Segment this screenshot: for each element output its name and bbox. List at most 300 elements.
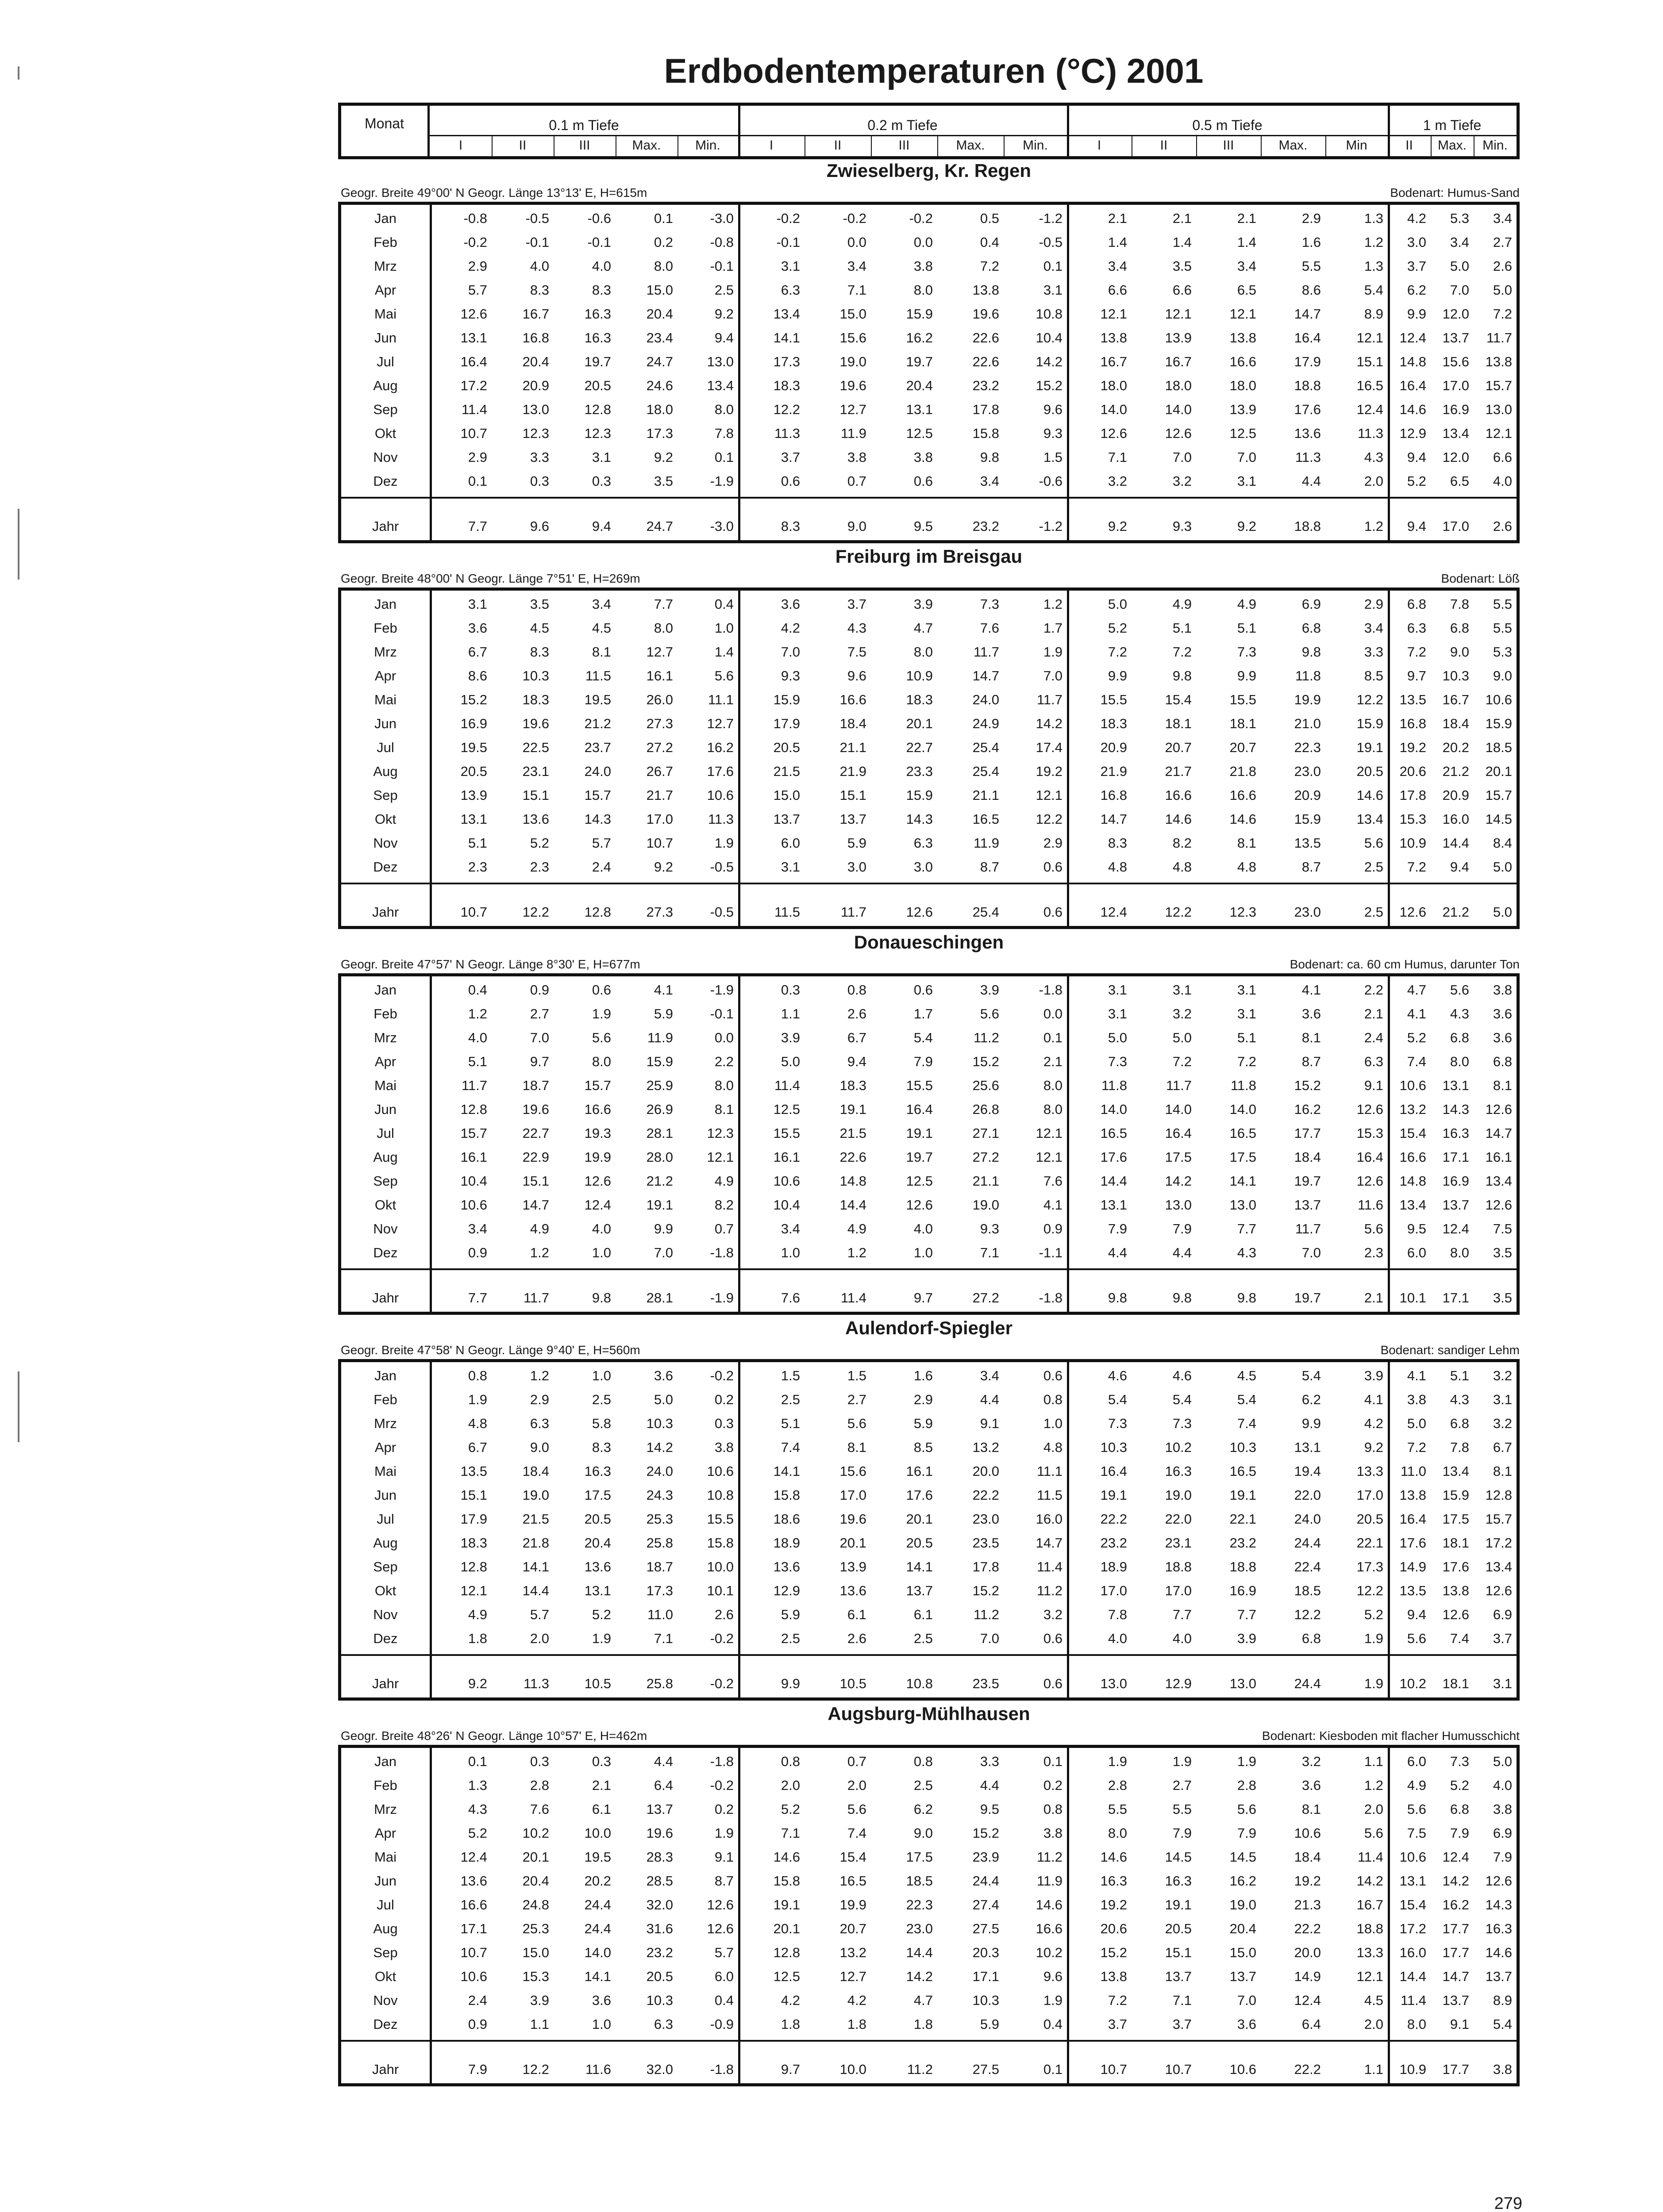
value-cell: 12.7 bbox=[707, 716, 734, 731]
value-cell: 7.1 bbox=[980, 1245, 999, 1260]
value-cell: -0.2 bbox=[710, 1631, 734, 1646]
value-cell: 5.0 bbox=[654, 1392, 673, 1407]
value-cell: 13.7 bbox=[646, 1801, 673, 1817]
value-cell: 0.9 bbox=[468, 2016, 487, 2032]
header-depth-group bbox=[1067, 106, 1388, 156]
value-cell: 12.6 bbox=[1485, 1583, 1512, 1598]
month-label: Jan bbox=[374, 1754, 397, 1769]
value-cell: 12.0 bbox=[1442, 306, 1469, 322]
value-cell: 1.2 bbox=[530, 1368, 549, 1383]
value-cell: 23.2 bbox=[1229, 1535, 1256, 1551]
header-subcolumn-label: Min bbox=[1346, 138, 1367, 153]
value-cell: 23.4 bbox=[646, 330, 673, 346]
value-cell: 17.3 bbox=[646, 426, 673, 441]
value-cell: 15.0 bbox=[522, 1945, 549, 1960]
value-cell: 1.5 bbox=[781, 1368, 800, 1383]
value-cell: -0.1 bbox=[710, 1006, 734, 1022]
value-cell: 12.6 bbox=[707, 1897, 734, 1912]
value-cell: 18.4 bbox=[1294, 1149, 1321, 1165]
value-cell: 7.9 bbox=[468, 2062, 487, 2077]
value-cell: 21.1 bbox=[839, 740, 866, 755]
value-cell: 4.9 bbox=[1172, 596, 1192, 612]
value-cell: 0.8 bbox=[468, 1368, 487, 1383]
value-cell: 23.2 bbox=[646, 1945, 673, 1960]
value-cell: 9.4 bbox=[714, 330, 734, 346]
value-cell: 3.1 bbox=[781, 258, 800, 274]
value-cell: 23.2 bbox=[972, 378, 999, 393]
value-cell: 19.1 bbox=[1356, 740, 1383, 755]
value-cell: 11.7 bbox=[1486, 330, 1512, 346]
value-cell: 14.6 bbox=[1036, 1897, 1062, 1912]
header-group-divider bbox=[738, 106, 740, 156]
header-subcolumn-label: III bbox=[579, 138, 590, 153]
value-cell: 17.5 bbox=[1229, 1149, 1256, 1165]
month-label: Jul bbox=[377, 1897, 394, 1912]
value-cell: 2.4 bbox=[1364, 1030, 1383, 1045]
month-row bbox=[341, 302, 1517, 326]
value-cell: 16.3 bbox=[1165, 1873, 1192, 1889]
value-cell: 12.2 bbox=[1356, 692, 1383, 707]
value-cell: 14.0 bbox=[584, 1945, 611, 1960]
value-cell: -0.2 bbox=[710, 1368, 734, 1383]
month-label: Feb bbox=[373, 234, 397, 250]
value-cell: 20.4 bbox=[646, 306, 673, 322]
value-cell: 12.6 bbox=[460, 306, 487, 322]
month-label: Jan bbox=[374, 211, 397, 226]
value-cell: 3.8 bbox=[847, 449, 866, 465]
value-cell: 4.3 bbox=[1450, 1006, 1469, 1022]
header-depth-label: 0.5 m Tiefe bbox=[1192, 117, 1263, 133]
value-cell: -0.2 bbox=[463, 234, 487, 250]
value-cell: 6.7 bbox=[468, 1440, 487, 1455]
value-cell: 3.1 bbox=[1493, 1676, 1512, 1691]
value-cell: -1.2 bbox=[1039, 211, 1062, 226]
value-cell: 9.7 bbox=[781, 2062, 800, 2077]
value-cell: 22.6 bbox=[839, 1149, 866, 1165]
value-cell: 18.3 bbox=[460, 1535, 487, 1551]
value-cell: 16.4 bbox=[1165, 1125, 1192, 1141]
value-cell: 16.5 bbox=[1356, 378, 1383, 393]
value-cell: 3.1 bbox=[1172, 982, 1192, 998]
value-cell: 13.5 bbox=[1399, 1583, 1426, 1598]
value-cell: 17.0 bbox=[1442, 378, 1469, 393]
value-cell: 20.2 bbox=[1442, 740, 1469, 755]
month-label: Apr bbox=[374, 1825, 397, 1841]
value-cell: 7.7 bbox=[468, 1290, 487, 1306]
value-cell: 7.8 bbox=[1450, 1440, 1469, 1455]
value-cell: 5.6 bbox=[1237, 1801, 1256, 1817]
value-cell: 27.2 bbox=[646, 740, 673, 755]
value-cell: 27.3 bbox=[646, 716, 673, 731]
value-cell: 18.3 bbox=[839, 1078, 866, 1093]
value-cell: 10.6 bbox=[460, 1197, 487, 1213]
value-cell: 2.5 bbox=[781, 1392, 800, 1407]
month-label: Aug bbox=[373, 1921, 398, 1936]
value-cell: 3.8 bbox=[1493, 1801, 1512, 1817]
value-cell: 9.2 bbox=[1108, 518, 1127, 534]
value-cell: 3.1 bbox=[1237, 1006, 1256, 1022]
value-cell: 24.4 bbox=[1294, 1535, 1321, 1551]
month-label: Nov bbox=[373, 1221, 398, 1237]
value-cell: 9.9 bbox=[654, 1221, 673, 1237]
value-cell: 10.7 bbox=[646, 835, 673, 851]
value-cell: 13.7 bbox=[1442, 330, 1469, 346]
value-cell: 16.6 bbox=[460, 1897, 487, 1912]
month-row bbox=[341, 1603, 1517, 1627]
value-cell: 10.4 bbox=[1036, 330, 1062, 346]
value-cell: 5.0 bbox=[1493, 859, 1512, 875]
value-cell: 19.6 bbox=[646, 1825, 673, 1841]
value-cell: 19.0 bbox=[522, 1487, 549, 1503]
value-cell: 16.9 bbox=[460, 716, 487, 731]
value-cell: 4.9 bbox=[847, 1221, 866, 1237]
value-cell: 5.1 bbox=[1172, 620, 1192, 636]
value-cell: 25.3 bbox=[646, 1511, 673, 1527]
value-cell: 19.6 bbox=[972, 306, 999, 322]
month-row bbox=[341, 807, 1517, 831]
value-cell: 11.3 bbox=[708, 811, 734, 827]
value-cell: 7.1 bbox=[847, 282, 866, 298]
value-cell: 5.7 bbox=[714, 1945, 734, 1960]
value-cell: 2.6 bbox=[847, 1631, 866, 1646]
month-row bbox=[341, 736, 1517, 760]
value-cell: 9.2 bbox=[714, 306, 734, 322]
value-cell: 9.3 bbox=[980, 1221, 999, 1237]
month-label: Okt bbox=[374, 426, 397, 441]
value-cell: 27.1 bbox=[972, 1125, 999, 1141]
station-coordinates: Geogr. Breite 48°00' N Geogr. Länge 7°51' E, H=269m bbox=[341, 572, 640, 585]
value-cell: 15.7 bbox=[1485, 787, 1512, 803]
value-cell: 11.5 bbox=[774, 904, 800, 920]
value-cell: 19.7 bbox=[1294, 1173, 1321, 1189]
month-label: Mai bbox=[374, 1849, 397, 1865]
value-cell: 17.5 bbox=[906, 1849, 933, 1865]
value-cell: 3.8 bbox=[913, 258, 933, 274]
value-cell: 3.4 bbox=[1450, 234, 1469, 250]
value-cell: 1.3 bbox=[1364, 211, 1383, 226]
value-cell: 0.6 bbox=[1043, 1676, 1062, 1691]
value-cell: 16.3 bbox=[1100, 1873, 1127, 1889]
month-row bbox=[341, 1797, 1517, 1821]
value-cell: 19.0 bbox=[1229, 1897, 1256, 1912]
value-cell: 14.8 bbox=[1399, 354, 1426, 369]
value-cell: 1.7 bbox=[1043, 620, 1062, 636]
value-cell: 20.2 bbox=[584, 1873, 611, 1889]
header-subcolumn-divider bbox=[1261, 136, 1262, 156]
value-cell: 10.5 bbox=[584, 1676, 611, 1691]
value-cell: 10.2 bbox=[1399, 1676, 1426, 1691]
value-cell: 24.7 bbox=[646, 354, 673, 369]
value-cell: 0.7 bbox=[714, 1221, 734, 1237]
value-cell: 5.6 bbox=[847, 1416, 866, 1431]
value-cell: 9.8 bbox=[1301, 644, 1321, 660]
month-row bbox=[341, 374, 1517, 398]
value-cell: 14.1 bbox=[1229, 1173, 1256, 1189]
value-cell: 3.1 bbox=[1108, 982, 1127, 998]
value-cell: 6.9 bbox=[1493, 1825, 1512, 1841]
value-cell: 5.0 bbox=[1108, 596, 1127, 612]
value-cell: 4.9 bbox=[468, 1607, 487, 1622]
value-cell: 13.6 bbox=[1294, 426, 1321, 441]
value-cell: 2.0 bbox=[1364, 2016, 1383, 2032]
value-cell: 3.5 bbox=[1493, 1290, 1512, 1306]
value-cell: 23.7 bbox=[584, 740, 611, 755]
value-cell: 1.0 bbox=[714, 620, 734, 636]
value-cell: 14.1 bbox=[773, 330, 800, 346]
value-cell: 28.1 bbox=[646, 1125, 673, 1141]
value-cell: 7.7 bbox=[1237, 1221, 1256, 1237]
value-cell: 3.1 bbox=[592, 449, 611, 465]
value-cell: 10.8 bbox=[906, 1676, 933, 1691]
value-cell: 3.6 bbox=[1237, 2016, 1256, 2032]
month-row bbox=[341, 855, 1517, 879]
value-cell: 3.6 bbox=[1301, 1006, 1321, 1022]
value-cell: 17.9 bbox=[460, 1511, 487, 1527]
value-cell: 0.0 bbox=[913, 234, 933, 250]
value-cell: 20.1 bbox=[906, 1511, 933, 1527]
month-row bbox=[341, 1821, 1517, 1845]
value-cell: 5.4 bbox=[1108, 1392, 1127, 1407]
value-cell: 18.0 bbox=[646, 402, 673, 417]
value-cell: 13.4 bbox=[1356, 811, 1383, 827]
value-cell: 12.8 bbox=[460, 1559, 487, 1575]
value-cell: 19.1 bbox=[773, 1897, 800, 1912]
value-cell: 2.0 bbox=[847, 1778, 866, 1793]
value-cell: 8.0 bbox=[654, 258, 673, 274]
value-cell: 11.5 bbox=[585, 668, 611, 684]
station-section bbox=[338, 159, 1520, 545]
value-cell: 11.3 bbox=[1357, 426, 1383, 441]
month-label: Jul bbox=[377, 1511, 394, 1527]
value-cell: 2.0 bbox=[530, 1631, 549, 1646]
value-cell: 14.6 bbox=[1229, 811, 1256, 827]
header-depth-group bbox=[738, 106, 1067, 156]
value-cell: 15.6 bbox=[839, 330, 866, 346]
value-cell: 24.0 bbox=[1294, 1511, 1321, 1527]
value-cell: 14.9 bbox=[1399, 1559, 1426, 1575]
header-depth-label: 0.1 m Tiefe bbox=[549, 117, 619, 133]
value-cell: 22.2 bbox=[1100, 1511, 1127, 1527]
value-cell: 7.8 bbox=[1450, 596, 1469, 612]
month-row bbox=[341, 1098, 1517, 1121]
month-row bbox=[341, 1121, 1517, 1145]
value-cell: 4.1 bbox=[654, 982, 673, 998]
value-cell: 8.1 bbox=[1493, 1078, 1512, 1093]
value-cell: 13.0 bbox=[522, 402, 549, 417]
value-cell: 6.6 bbox=[1108, 282, 1127, 298]
value-cell: 13.1 bbox=[584, 1583, 611, 1598]
value-cell: 5.4 bbox=[1493, 2016, 1512, 2032]
value-cell: 6.8 bbox=[1450, 1416, 1469, 1431]
value-cell: 3.5 bbox=[530, 596, 549, 612]
value-cell: 8.1 bbox=[1301, 1030, 1321, 1045]
value-cell: 7.2 bbox=[1172, 644, 1192, 660]
value-cell: 10.3 bbox=[1100, 1440, 1127, 1455]
value-cell: 3.0 bbox=[1407, 234, 1426, 250]
value-cell: 25.9 bbox=[646, 1078, 673, 1093]
value-cell: 0.0 bbox=[1043, 1006, 1062, 1022]
value-cell: 9.5 bbox=[913, 518, 933, 534]
value-cell: 24.4 bbox=[972, 1873, 999, 1889]
value-cell: 5.6 bbox=[1450, 982, 1469, 998]
value-cell: 16.9 bbox=[1442, 1173, 1469, 1189]
value-cell: 2.5 bbox=[781, 1631, 800, 1646]
value-cell: 12.3 bbox=[522, 426, 549, 441]
month-label: Jahr bbox=[372, 518, 399, 534]
value-cell: 4.4 bbox=[980, 1392, 999, 1407]
header-subcolumn-label: III bbox=[898, 138, 910, 153]
value-cell: 1.2 bbox=[530, 1245, 549, 1260]
value-cell: 4.4 bbox=[1172, 1245, 1192, 1260]
value-cell: 22.3 bbox=[1294, 740, 1321, 755]
value-cell: 14.9 bbox=[1294, 1969, 1321, 1984]
station-name: Aulendorf-Spiegler bbox=[845, 1317, 1013, 1338]
value-cell: 15.2 bbox=[1294, 1078, 1321, 1093]
month-row bbox=[341, 592, 1517, 616]
value-cell: 8.3 bbox=[592, 1440, 611, 1455]
value-cell: 0.7 bbox=[847, 473, 866, 489]
value-cell: 3.9 bbox=[1364, 1368, 1383, 1383]
value-cell: 10.4 bbox=[460, 1173, 487, 1189]
value-cell: 0.2 bbox=[1043, 1778, 1062, 1793]
value-cell: 9.4 bbox=[1407, 1607, 1426, 1622]
value-cell: 20.1 bbox=[1485, 764, 1512, 779]
value-cell: 19.2 bbox=[1294, 1873, 1321, 1889]
value-cell: 12.5 bbox=[773, 1969, 800, 1984]
value-cell: 3.7 bbox=[1407, 258, 1426, 274]
value-cell: 12.8 bbox=[460, 1102, 487, 1117]
value-cell: 12.4 bbox=[1294, 1993, 1321, 2008]
value-cell: 2.7 bbox=[847, 1392, 866, 1407]
value-cell: 12.6 bbox=[1485, 1102, 1512, 1117]
value-cell: 19.1 bbox=[1229, 1487, 1256, 1503]
value-cell: 8.5 bbox=[913, 1440, 933, 1455]
value-cell: 14.3 bbox=[906, 811, 933, 827]
value-cell: 16.2 bbox=[906, 330, 933, 346]
value-cell: 28.5 bbox=[646, 1873, 673, 1889]
value-cell: 13.1 bbox=[1100, 1197, 1127, 1213]
value-cell: 4.8 bbox=[1043, 1440, 1062, 1455]
value-cell: 17.8 bbox=[972, 402, 999, 417]
value-cell: 20.5 bbox=[906, 1535, 933, 1551]
value-cell: 0.3 bbox=[592, 1754, 611, 1769]
value-cell: 8.7 bbox=[1301, 859, 1321, 875]
value-cell: 0.4 bbox=[468, 982, 487, 998]
value-cell: 7.7 bbox=[1237, 1607, 1256, 1622]
value-cell: 16.9 bbox=[1229, 1583, 1256, 1598]
value-cell: 13.4 bbox=[1485, 1559, 1512, 1575]
value-cell: 1.9 bbox=[714, 1825, 734, 1841]
value-cell: 17.5 bbox=[1165, 1149, 1192, 1165]
value-cell: 15.5 bbox=[707, 1511, 734, 1527]
header-subcolumn-label: I bbox=[769, 138, 774, 153]
value-cell: 9.6 bbox=[1043, 402, 1062, 417]
value-cell: 27.2 bbox=[972, 1290, 999, 1306]
value-cell: 8.7 bbox=[980, 859, 999, 875]
value-cell: 10.0 bbox=[584, 1825, 611, 1841]
value-cell: 19.7 bbox=[906, 1149, 933, 1165]
value-cell: 6.8 bbox=[1450, 1801, 1469, 1817]
value-cell: 13.3 bbox=[1356, 1463, 1383, 1479]
value-cell: 12.6 bbox=[906, 904, 933, 920]
value-cell: 13.4 bbox=[1485, 1173, 1512, 1189]
value-cell: 9.6 bbox=[530, 518, 549, 534]
month-label: Jan bbox=[374, 1368, 397, 1383]
value-cell: 20.1 bbox=[906, 716, 933, 731]
value-cell: -0.2 bbox=[909, 211, 933, 226]
value-cell: 1.9 bbox=[1172, 1754, 1192, 1769]
value-cell: 7.6 bbox=[530, 1801, 549, 1817]
value-cell: 8.0 bbox=[714, 1078, 734, 1093]
month-row bbox=[341, 1989, 1517, 2012]
value-cell: 2.6 bbox=[1493, 258, 1512, 274]
value-cell: 16.1 bbox=[460, 1149, 487, 1165]
value-cell: 19.5 bbox=[584, 1849, 611, 1865]
value-cell: 13.4 bbox=[1442, 1463, 1469, 1479]
value-cell: 2.1 bbox=[1172, 211, 1192, 226]
value-cell: 13.7 bbox=[1229, 1969, 1256, 1984]
value-cell: 9.5 bbox=[1407, 1221, 1426, 1237]
month-label: Aug bbox=[373, 764, 398, 779]
value-cell: 4.1 bbox=[1407, 1006, 1426, 1022]
value-cell: 10.3 bbox=[646, 1993, 673, 2008]
value-cell: 13.1 bbox=[1294, 1440, 1321, 1455]
value-cell: 13.6 bbox=[460, 1873, 487, 1889]
value-cell: 10.8 bbox=[707, 1487, 734, 1503]
value-cell: 21.2 bbox=[646, 1173, 673, 1189]
value-cell: -1.8 bbox=[710, 1245, 734, 1260]
value-cell: 22.0 bbox=[1294, 1487, 1321, 1503]
value-cell: 6.3 bbox=[1407, 620, 1426, 636]
value-cell: 25.8 bbox=[646, 1535, 673, 1551]
value-cell: 2.7 bbox=[530, 1006, 549, 1022]
value-cell: 4.9 bbox=[530, 1221, 549, 1237]
value-cell: 2.1 bbox=[1364, 1006, 1383, 1022]
value-cell: 15.0 bbox=[839, 306, 866, 322]
value-cell: 2.6 bbox=[1493, 518, 1512, 534]
value-cell: 18.3 bbox=[1100, 716, 1127, 731]
month-row bbox=[341, 1507, 1517, 1531]
month-row bbox=[341, 445, 1517, 469]
value-cell: 13.8 bbox=[1100, 330, 1127, 346]
value-cell: 2.1 bbox=[1108, 211, 1127, 226]
value-cell: 6.5 bbox=[1237, 282, 1256, 298]
value-cell: 14.7 bbox=[1036, 1535, 1062, 1551]
month-row bbox=[341, 1074, 1517, 1098]
value-cell: 26.7 bbox=[646, 764, 673, 779]
value-cell: 13.4 bbox=[773, 306, 800, 322]
value-cell: 6.3 bbox=[654, 2016, 673, 2032]
value-cell: 3.1 bbox=[1493, 1392, 1512, 1407]
value-cell: 17.4 bbox=[1036, 740, 1062, 755]
value-cell: 8.2 bbox=[1172, 835, 1192, 851]
value-cell: 11.8 bbox=[1230, 1078, 1256, 1093]
value-cell: 2.1 bbox=[1043, 1054, 1062, 1069]
value-cell: 3.8 bbox=[913, 449, 933, 465]
value-cell: 15.5 bbox=[1229, 692, 1256, 707]
value-cell: 9.2 bbox=[1237, 518, 1256, 534]
value-cell: 0.2 bbox=[714, 1392, 734, 1407]
value-cell: 9.8 bbox=[592, 1290, 611, 1306]
value-cell: 9.4 bbox=[1407, 449, 1426, 465]
value-cell: 7.0 bbox=[1237, 449, 1256, 465]
month-label: Aug bbox=[373, 1535, 398, 1551]
value-cell: 0.6 bbox=[913, 473, 933, 489]
value-cell: 20.0 bbox=[1294, 1945, 1321, 1960]
month-label: Nov bbox=[373, 1607, 398, 1622]
value-cell: 12.6 bbox=[906, 1197, 933, 1213]
value-cell: 2.5 bbox=[913, 1631, 933, 1646]
